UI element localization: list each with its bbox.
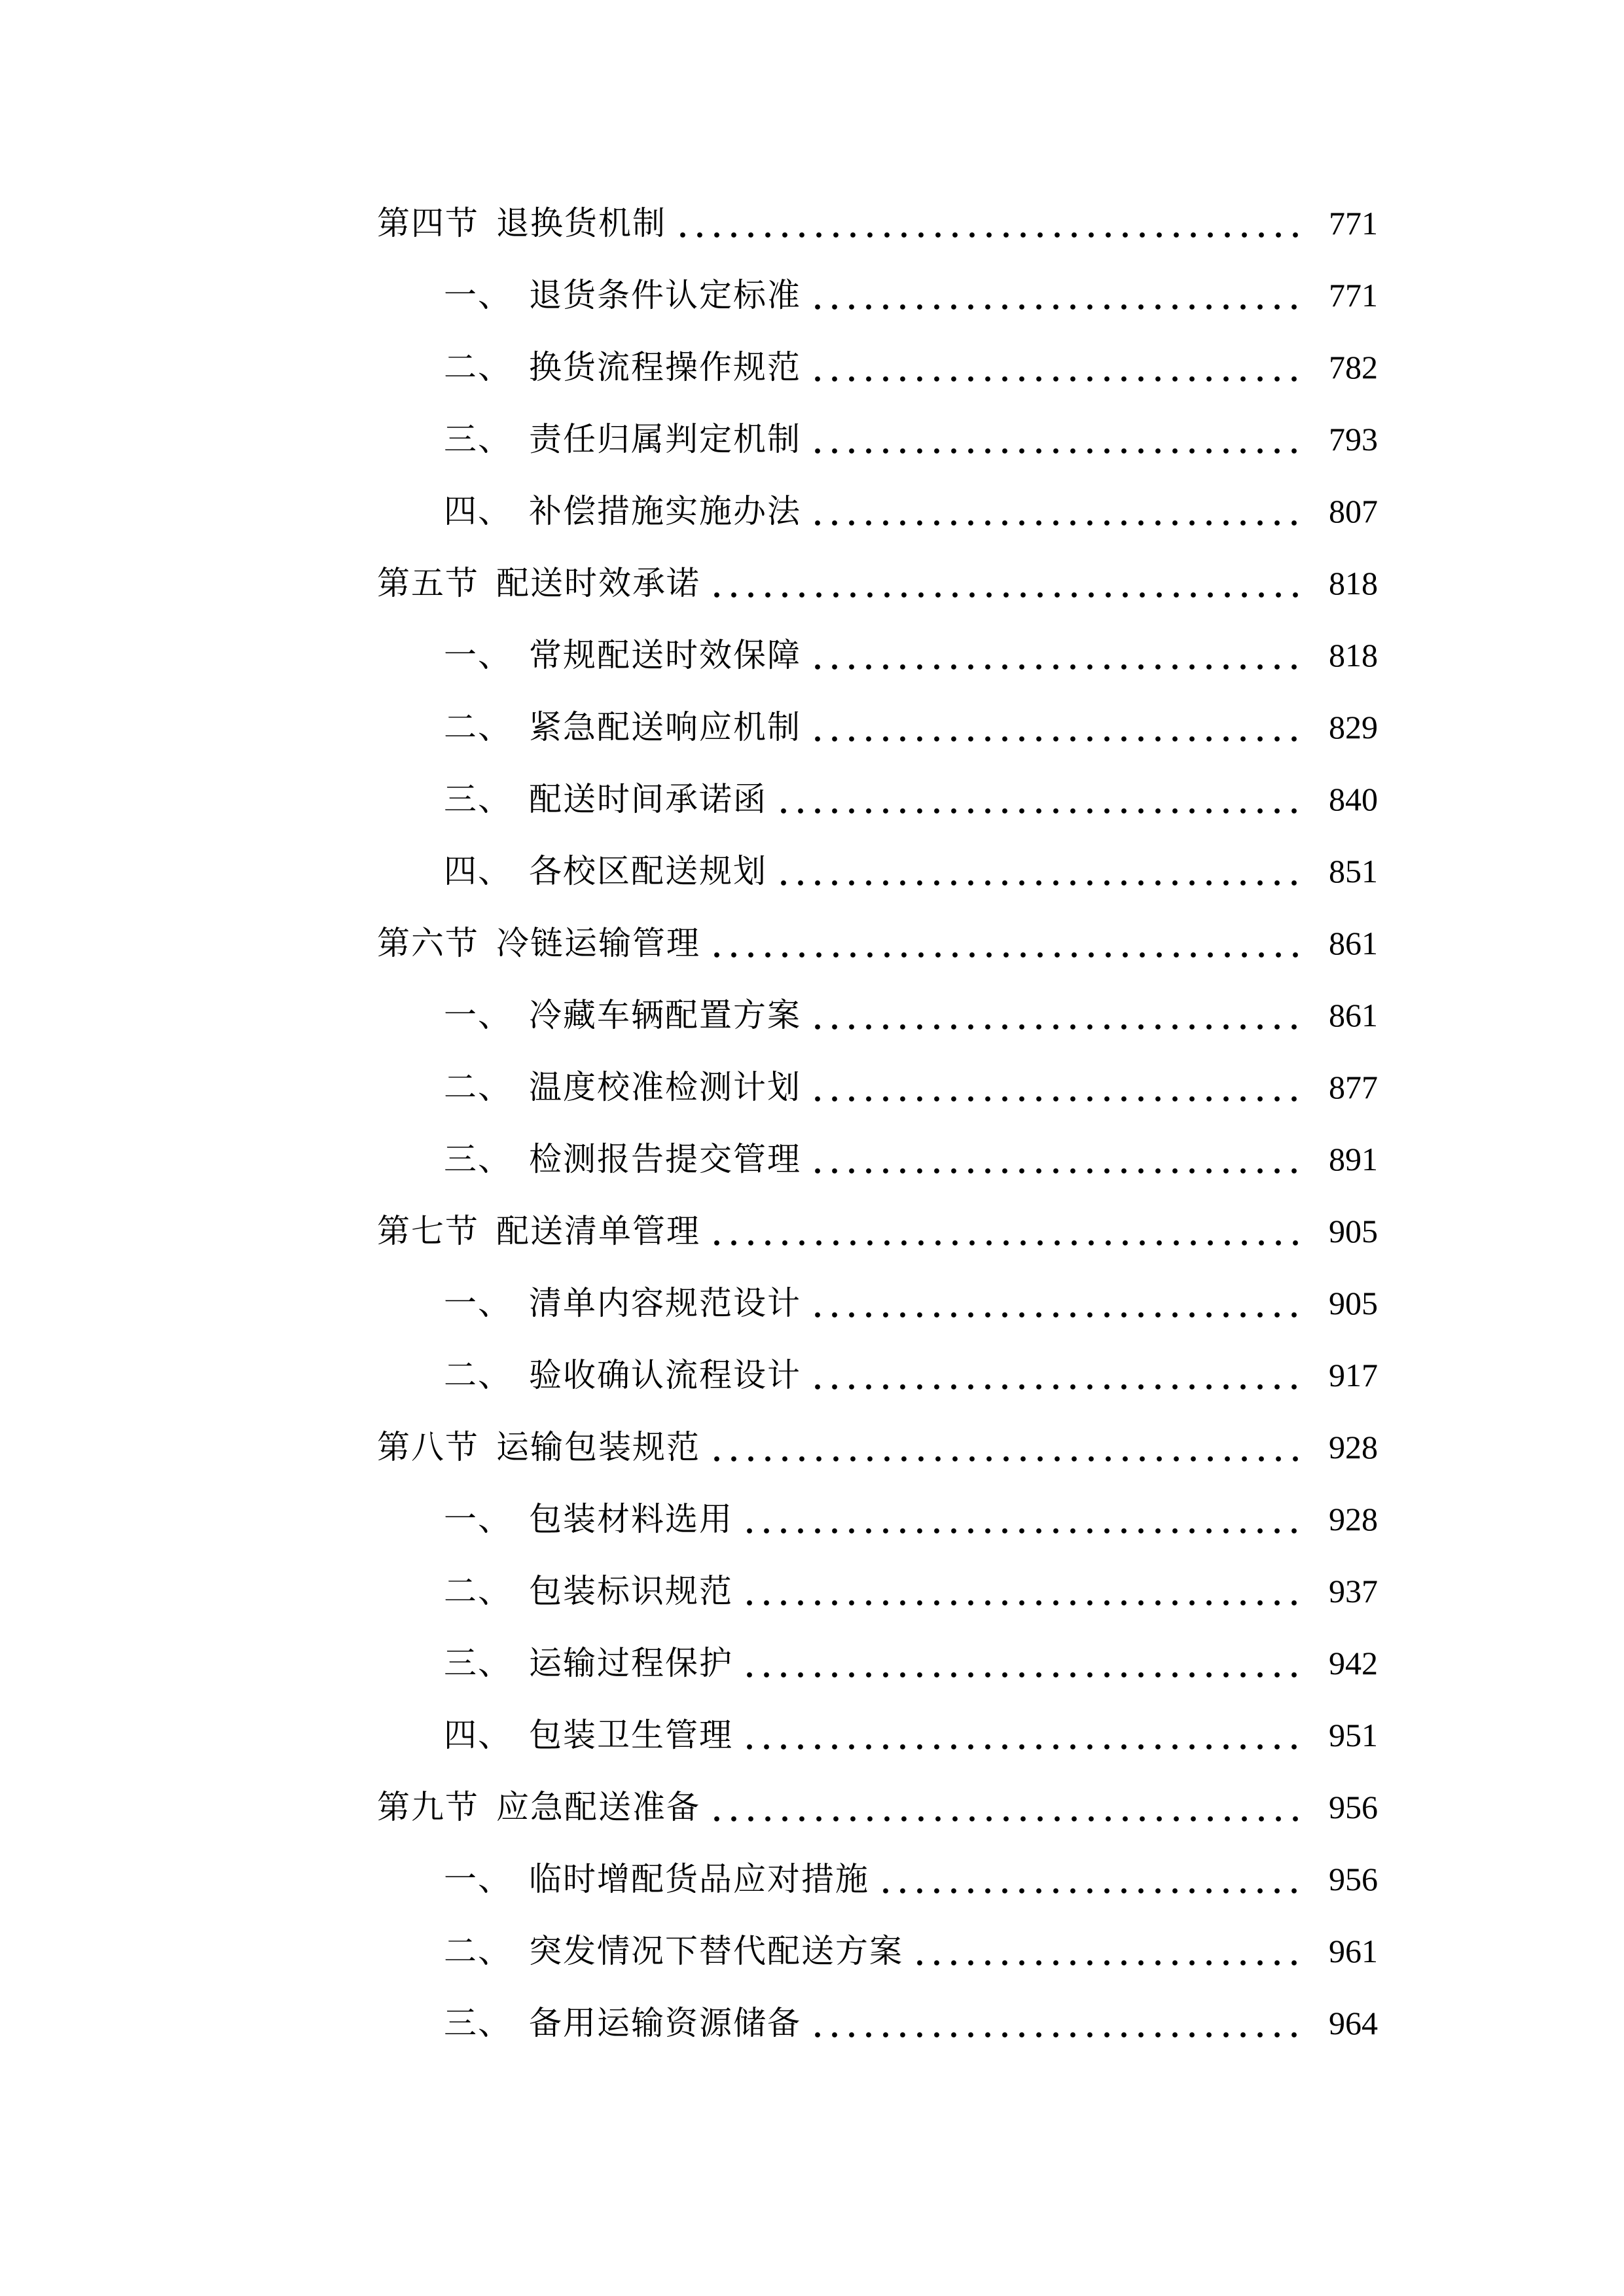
toc-entry [0, 187, 1378, 259]
toc-entry-label: 第六节 [377, 925, 479, 961]
toc-entry-title: 配送时间承诺函 [529, 781, 767, 817]
toc-entry-title: 包装卫生管理 [529, 1717, 733, 1753]
dot-leader [708, 907, 1306, 979]
toc-entry-title: 验收确认流程设计 [529, 1357, 801, 1393]
toc-entry-label: 三、 [444, 2005, 512, 2041]
toc-entry-label: 二、 [444, 349, 512, 386]
toc-entry-title: 包装材料选用 [529, 1501, 733, 1537]
dot-leader [708, 1195, 1306, 1267]
toc-entry [0, 1267, 1378, 1339]
dot-leader [809, 1987, 1306, 2059]
toc-entry-label: 二、 [444, 1573, 512, 1609]
dot-leader [809, 1339, 1306, 1411]
toc-entry-label: 一、 [444, 277, 512, 314]
toc-entry-title: 冷链运输管理 [496, 925, 700, 961]
toc-entry-label: 一、 [444, 637, 512, 673]
toc-entry-page-number: 782 [1329, 349, 1378, 386]
toc-entry [0, 1195, 1378, 1267]
toc-entry-page-number: 829 [1329, 709, 1378, 745]
toc-entry-title: 温度校准检测计划 [529, 1069, 801, 1105]
toc-entry-label: 第七节 [377, 1213, 479, 1249]
toc-entry-page-number: 793 [1329, 421, 1378, 457]
toc-entry-title: 运输包装规范 [496, 1429, 700, 1465]
toc-entry-label: 第五节 [377, 565, 479, 601]
dot-leader [809, 691, 1306, 763]
toc-entry-page-number: 891 [1329, 1141, 1378, 1177]
toc-entry [0, 1051, 1378, 1123]
toc-entry-page-number: 937 [1329, 1573, 1378, 1609]
toc-entry [0, 835, 1378, 907]
toc-entry-page-number: 942 [1329, 1645, 1378, 1681]
toc-entry-title: 应急配送准备 [496, 1789, 700, 1825]
toc-entry-title: 备用运输资源储备 [529, 2005, 801, 2041]
dot-leader [809, 1051, 1306, 1123]
toc-entry-label: 三、 [444, 1141, 512, 1177]
toc-entry-page-number: 861 [1329, 997, 1378, 1033]
dot-leader [809, 403, 1306, 475]
toc-entry [0, 1699, 1378, 1771]
toc-entry-label: 一、 [444, 1285, 512, 1321]
dot-leader [775, 835, 1306, 907]
toc-entry-page-number: 956 [1329, 1789, 1378, 1825]
toc-entry [0, 1987, 1378, 2059]
toc-entry-label: 一、 [444, 1861, 512, 1897]
toc-entry-label: 二、 [444, 1357, 512, 1393]
toc-entry-title: 常规配送时效保障 [529, 637, 801, 673]
dot-leader [809, 259, 1306, 331]
dot-leader [911, 1915, 1306, 1987]
toc-entry-page-number: 851 [1329, 853, 1378, 889]
toc-entry [0, 331, 1378, 403]
toc-entry-title: 责任归属判定机制 [529, 421, 801, 457]
toc-entry-label: 第九节 [377, 1789, 479, 1825]
dot-leader [708, 1771, 1306, 1843]
toc-entry-label: 三、 [444, 421, 512, 457]
toc-entry-title: 运输过程保护 [529, 1645, 733, 1681]
toc-entry-page-number: 905 [1329, 1213, 1378, 1249]
toc-entry-label: 四、 [444, 1717, 512, 1753]
dot-leader [741, 1699, 1306, 1771]
toc-entry [0, 259, 1378, 331]
toc-entry [0, 1915, 1378, 1987]
toc-entry-page-number: 840 [1329, 781, 1378, 817]
toc-entry-page-number: 961 [1329, 1933, 1378, 1969]
toc-entry-page-number: 818 [1329, 637, 1378, 673]
toc-entry-label: 第八节 [377, 1429, 479, 1465]
toc-entry-page-number: 928 [1329, 1429, 1378, 1465]
dot-leader [809, 1123, 1306, 1195]
dot-leader [674, 187, 1306, 259]
toc-entry [0, 907, 1378, 979]
toc-entry-title: 紧急配送响应机制 [529, 709, 801, 745]
toc-entry-title: 各校区配送规划 [529, 853, 767, 889]
toc-entry-title: 配送时效承诺 [496, 565, 700, 601]
dot-leader [809, 979, 1306, 1051]
toc-entry [0, 1627, 1378, 1699]
toc-entry-label: 四、 [444, 493, 512, 529]
toc-entry [0, 403, 1378, 475]
dot-leader [775, 763, 1306, 835]
toc-entry-title: 检测报告提交管理 [529, 1141, 801, 1177]
toc-entry-label: 一、 [444, 997, 512, 1033]
dot-leader [741, 1627, 1306, 1699]
toc-entry-page-number: 877 [1329, 1069, 1378, 1105]
toc-entry-label: 一、 [444, 1501, 512, 1537]
toc-entry-page-number: 905 [1329, 1285, 1378, 1321]
dot-leader [877, 1843, 1306, 1915]
toc-entry [0, 1483, 1378, 1555]
toc-entry-title: 冷藏车辆配置方案 [529, 997, 801, 1033]
dot-leader [708, 547, 1306, 619]
toc-entry-label: 二、 [444, 709, 512, 745]
dot-leader [741, 1555, 1306, 1627]
toc-entry-title: 退货条件认定标准 [529, 277, 801, 314]
toc-entry-title: 临时增配货品应对措施 [529, 1861, 869, 1897]
toc-entry [0, 619, 1378, 691]
dot-leader [741, 1483, 1306, 1555]
toc-entry [0, 1843, 1378, 1915]
toc-entry-label: 三、 [444, 781, 512, 817]
toc-entry-label: 三、 [444, 1645, 512, 1681]
toc-entry-label: 第四节 [377, 205, 479, 242]
toc-entry-page-number: 818 [1329, 565, 1378, 601]
toc-entry [0, 547, 1378, 619]
dot-leader [708, 1411, 1306, 1483]
toc-entry-page-number: 771 [1329, 277, 1378, 314]
toc-entry-title: 突发情况下替代配送方案 [529, 1933, 903, 1969]
toc-entry-page-number: 964 [1329, 2005, 1378, 2041]
toc-entry [0, 1123, 1378, 1195]
toc-entry-label: 二、 [444, 1069, 512, 1105]
dot-leader [809, 475, 1306, 547]
toc-entry-title: 退换货机制 [496, 205, 666, 242]
toc-entry-page-number: 951 [1329, 1717, 1378, 1753]
toc-entry-title: 配送清单管理 [496, 1213, 700, 1249]
toc-list [0, 187, 1378, 2059]
toc-entry [0, 979, 1378, 1051]
toc-entry-title: 包装标识规范 [529, 1573, 733, 1609]
toc-entry [0, 1339, 1378, 1411]
toc-entry [0, 1555, 1378, 1627]
toc-entry-page-number: 807 [1329, 493, 1378, 529]
dot-leader [809, 1267, 1306, 1339]
toc-entry-title: 清单内容规范设计 [529, 1285, 801, 1321]
toc-entry-page-number: 771 [1329, 205, 1378, 242]
toc-entry [0, 1411, 1378, 1483]
toc-entry [0, 1771, 1378, 1843]
toc-entry-title: 换货流程操作规范 [529, 349, 801, 386]
toc-entry-label: 四、 [444, 853, 512, 889]
toc-entry-page-number: 861 [1329, 925, 1378, 961]
toc-entry [0, 763, 1378, 835]
dot-leader [809, 619, 1306, 691]
dot-leader [809, 331, 1306, 403]
toc-entry-title: 补偿措施实施办法 [529, 493, 801, 529]
toc-entry [0, 691, 1378, 763]
toc-entry-label: 二、 [444, 1933, 512, 1969]
toc-entry-page-number: 917 [1329, 1357, 1378, 1393]
toc-entry [0, 475, 1378, 547]
toc-entry-page-number: 928 [1329, 1501, 1378, 1537]
toc-entry-page-number: 956 [1329, 1861, 1378, 1897]
